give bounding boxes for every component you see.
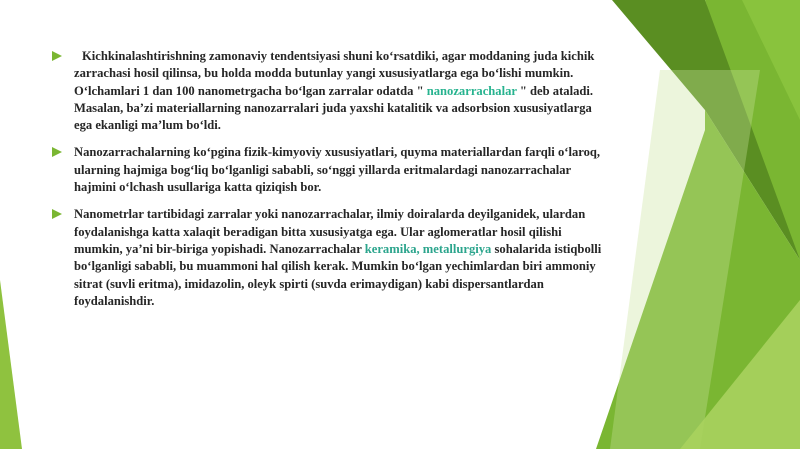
paragraph-3-highlight: keramika, metallurgiya (364, 241, 492, 256)
paragraph-1-highlight: nanozarrachalar (426, 83, 517, 98)
slide-content (52, 48, 612, 320)
bullet-arrow-icon (52, 51, 62, 61)
paragraph-3-part-3: sohalarida istiqbolli bo‘lganligi sababli, bu muammoni hal qilish kerak. Mumkin bo‘lgan yechimlardan biri ammoniy sitrat (suvli eritma), imidazolin, oleyk spirti (suvda erimaydigan) kabi dispersantlardan foydalanishdir. (74, 241, 602, 308)
paragraph-1-part-3: " deb ataladi. Masalan, ba’zi materiallarning nanozarralari juda yaxshi katalitik va adsorbsion xususiyatlarga ega ekanligi ma’lum bo‘ldi. (74, 83, 594, 133)
bullet-arrow-icon (52, 147, 62, 157)
bullet-paragraph-3 (52, 206, 612, 310)
bullet-arrow-icon (52, 209, 62, 219)
bullet-paragraph-1 (52, 48, 612, 134)
left-green-sliver (0, 280, 22, 449)
paragraph-1-part-1: Kichkinalashtirishning zamonaviy tendentsiyasi shuni ko‘rsatdiki, agar moddaning juda kichik zarrachasi hosil qilinsa, bu holda modda butunlay yangi xususiyatlarga ega bo‘lishi mumkin. O‘lchamlari 1 dan 100 nanometrgacha bo‘lgan zarralar odatda " (74, 49, 595, 98)
paragraph-2-text: Nanozarrachalarning ko‘pgina fizik-kimyoviy xususiyatlari, quyma materiallardan farqli o‘laroq, ularning hajmiga bog‘liq bo‘lganligi sababli, so‘nggi yillarda eritmalardagi nanozarrachalar hajmini o‘lchash usullariga katta qiziqish bor. (74, 145, 601, 195)
paragraph-3-part-1: Nanometrlar tartibidagi zarralar yoki nanozarrachalar, ilmiy doiralarda deyilganidek, ulardan foydalanishga katta xalaqit beradigan bitta xususiyatga ega. Ular aglomeratlar hosil qilishi mumkin, ya’ni bir-biriga yopishadi. Nanozarrachalar (74, 207, 586, 256)
bullet-paragraph-2 (52, 144, 612, 196)
